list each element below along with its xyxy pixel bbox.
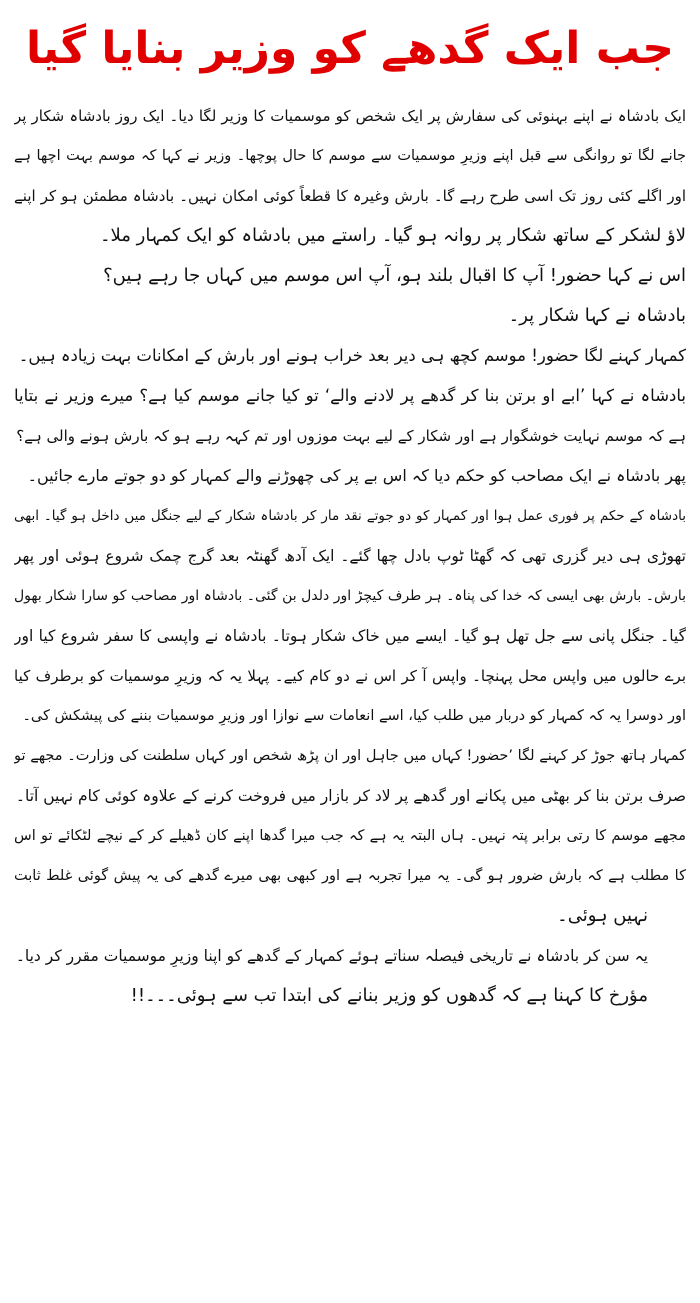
- body-line: لاؤ لشکر کے ساتھ شکار پر روانہ ہو گیا۔ راستے میں بادشاہ کو ایک کمہار ملا۔: [100, 225, 686, 246]
- article-body: [14, 96, 686, 1016]
- body-line: بادشاہ نے کہا شکار پر۔: [508, 305, 686, 326]
- body-line: کمہار کہنے لگا حضور! موسم کچھ ہی دیر بعد خراب ہونے اور بارش کے امکانات بہت زیادہ ہیں۔: [18, 346, 686, 365]
- body-line: بادشاہ کے حکم پر فوری عمل ہوا اور کمہار کو دو جوتے نقد مار کر بادشاہ شکار کے لیے جنگل میں داخل ہو گیا۔ ابھی: [14, 508, 686, 524]
- body-line: بارش۔ بارش بھی ایسی کہ خدا کی پناہ۔ ہر طرف کیچڑ اور دلدل بن گئی۔ بادشاہ اور مصاحب کو سارا شکار بھول: [14, 588, 686, 604]
- body-line: اس نے کہا حضور! آپ کا اقبال بلند ہو، آپ اس موسم میں کہاں جا رہے ہیں؟: [103, 265, 686, 286]
- body-line: اور اگلے کئی روز تک اسی طرح رہے گا۔ بارش وغیرہ کا قطعاً کوئی امکان نہیں۔ بادشاہ مطمئن ہو کر اپنے: [14, 187, 686, 205]
- body-line: مؤرخ کا کہنا ہے کہ گدھوں کو وزیر بنانے کی ابتدا تب سے ہوئی۔۔۔!!: [130, 985, 648, 1006]
- body-line: ایک بادشاہ نے اپنے بہنوئی کی سفارش پر ایک شخص کو موسمیات کا وزیر لگا دیا۔ ایک روز بادشاہ شکار پر: [14, 107, 686, 125]
- body-line: تھوڑی ہی دیر گزری تھی کہ گھٹا ٹوپ بادل چھا گئے۔ ایک آدھ گھنٹہ بعد گرج چمک شروع ہوئی اور پھر: [14, 547, 686, 565]
- body-line: برے حالوں میں واپس محل پہنچا۔ واپس آ کر اس نے دو کام کیے۔ پہلا یہ کہ وزیرِ موسمیات کو برطرف کیا: [14, 667, 686, 685]
- body-line: یہ سن کر بادشاہ نے تاریخی فیصلہ سناتے ہوئے کمہار کے گدھے کو اپنا وزیرِ موسمیات مقرر کر دیا۔: [15, 947, 648, 965]
- body-line: پھر بادشاہ نے ایک مصاحب کو حکم دیا کہ اس بے پر کی چھوڑنے والے کمہار کو دو جوتے مارے جائیں۔: [27, 466, 686, 485]
- body-line: اور دوسرا یہ کہ کمہار کو دربار میں طلب کیا، اسے انعامات سے نوازا اور وزیرِ موسمیات بننے کی پیشکش کی۔: [22, 708, 686, 724]
- body-line: کا مطلب ہے کہ بارش ضرور ہو گی۔ یہ میرا تجربہ ہے اور کبھی بھی میرے گدھے کی یہ پیش گوئی غلط ثابت: [14, 868, 686, 884]
- body-line: ہے کہ موسم نہایت خوشگوار ہے اور شکار کے لیے بہت موزوں اور تم کہہ رہے ہو کہ بارش ہونے والی ہے؟: [16, 427, 686, 445]
- article-title: جب ایک گدھے کو وزیر بنایا گیا: [25, 23, 674, 74]
- body-line: نہیں ہوئی۔: [557, 905, 648, 926]
- body-line: بادشاہ نے کہا ’ابے او برتن بنا کر گدھے پر لادنے والے‘ تو کیا جانے موسم کیا ہے؟ میرے وزیر نے بتایا: [14, 386, 686, 405]
- body-line: گیا۔ جنگل پانی سے جل تھل ہو گیا۔ ایسے میں خاک شکار ہوتا۔ بادشاہ نے واپسی کا سفر شروع کیا اور: [14, 627, 686, 645]
- body-line: کمہار ہاتھ جوڑ کر کہنے لگا ’حضور! کہاں میں جاہل اور ان پڑھ شخص اور کہاں سلطنت کی وزارت۔ مجھے تو: [14, 748, 686, 764]
- body-line: مجھے موسم کا رتی برابر پتہ نہیں۔ ہاں البتہ یہ ہے کہ جب میرا گدھا اپنے کان ڈھیلے کر کے نیچے لٹکائے تو اس: [14, 828, 686, 844]
- body-line: صرف برتن بنا کر بھٹی میں پکانے اور گدھے پر لاد کر بازار میں فروخت کرنے کے علاوہ کوئی کام نہیں آتا۔: [15, 787, 686, 805]
- body-line: جانے لگا تو روانگی سے قبل اپنے وزیرِ موسمیات سے موسم کا حال پوچھا۔ وزیر نے کہا کہ موسم بہت اچھا ہے: [14, 148, 686, 164]
